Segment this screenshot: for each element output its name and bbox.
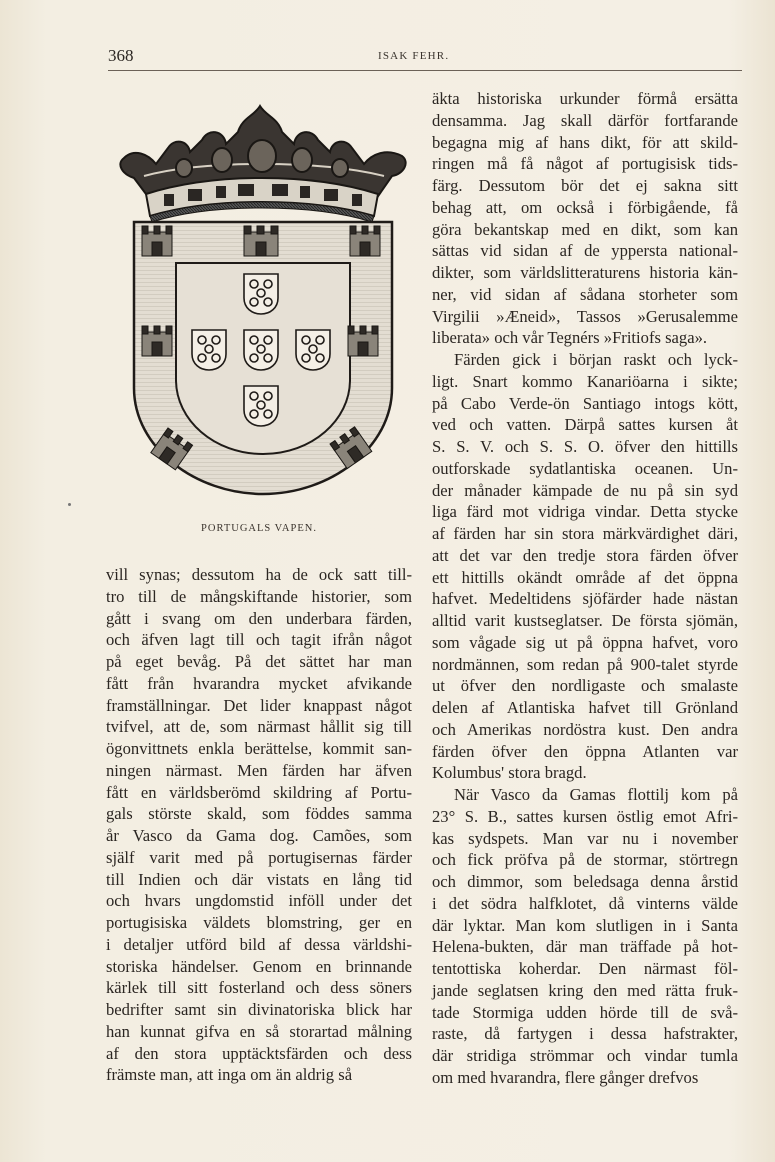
text-line: till Indien och där vistats en lång tid: [106, 869, 412, 889]
text-line: bedrifter samt sin divinatoriska blick har: [106, 1000, 412, 1019]
text-line: ved och vatten. Därpå sattes kursen åt: [432, 415, 738, 435]
text-line: sättas vid sidan af de yppersta national-: [432, 241, 738, 261]
text-line: alltid varit kustseglatser. De första sjömän,: [432, 611, 738, 630]
text-line: begagna mig af hans dikt, för att skild-: [432, 132, 738, 152]
text-line: i detaljer utförd bild af dessa världshi-: [106, 934, 412, 954]
text-line: Virgilii »Æneid», Tassos »Gerusalemme: [432, 306, 738, 326]
text-line: och hvars ungdomstid inföll under det: [106, 891, 412, 911]
text-line: S. S. V. och S. S. O. öfver den hittills: [432, 437, 738, 456]
text-line: och fick pröfva på de stormar, störtregn: [432, 850, 738, 870]
text-line: dikter, som världslitteraturens historia kän-: [432, 263, 738, 282]
text-line: ligt. Snart kommo Kanariöarna i sikte;: [432, 371, 738, 391]
text-line: storiska händelser. Genom en brinnande: [106, 956, 412, 976]
text-line: portugisiska väldets blomstring, ger en: [106, 913, 412, 932]
text-line: främste man, att inga om än aldrig så: [106, 1065, 353, 1085]
text-column-left: [106, 564, 412, 1086]
text-line: tade Stormiga udden hörde till de svå-: [432, 1002, 738, 1022]
coat-of-arms-illustration: [104, 98, 422, 498]
print-mark: [68, 503, 71, 506]
text-line: göra bekantskap med en dikt, som kan: [432, 219, 738, 239]
text-line: ringen må få något af portugisisk tids-: [432, 154, 738, 174]
text-line: på Cabo Verde-ön Santiago intogs kött,: [432, 393, 738, 413]
text-line: år Vasco da Gama dog. Camões, som: [106, 826, 412, 845]
running-title: ISAK FEHR.: [378, 50, 450, 62]
text-column-right: [432, 88, 738, 1089]
text-line: 23° S. B., sattes kursen östlig emot Afri-: [432, 806, 738, 826]
text-line: ner, vid sidan af sådana storheter som: [432, 284, 738, 304]
text-line: där stridiga strömmar och vindar tumla: [432, 1046, 738, 1065]
text-line: att det var den tredje stora färden öfver: [432, 545, 738, 565]
text-line: Kolumbus' stora bragd.: [432, 763, 587, 783]
text-line: densamma. Jag skall därför fortfarande: [432, 110, 738, 130]
crown: [120, 106, 405, 222]
text-line: gals störste skald, som föddes samma: [106, 804, 412, 824]
text-line: der månader kämpade de nu på sin syd: [432, 480, 738, 500]
text-line: behag att, om också i förbigående, få: [432, 197, 738, 217]
text-line: och Amerikas nordöstra kust. Den andra: [432, 719, 738, 739]
running-head: [108, 46, 742, 71]
text-line: och dimmor, som beledsaga denna årstid: [432, 872, 738, 891]
text-line: vill synas; dessutom ha de ock satt till-: [106, 565, 412, 584]
text-line: af den stora upptäcktsfärden och dess: [106, 1043, 412, 1063]
text-line: raste, då fartygen i dessa hafstrakter,: [432, 1024, 738, 1044]
text-line: ögonvittnets enkla berättelse, kommit san-: [106, 739, 412, 758]
text-line: af färden har sin stora märkvärdighet däri,: [432, 524, 738, 543]
text-line: När Vasco da Gamas flottilj kom på: [454, 785, 738, 804]
text-line: och äfven lagt till och tagit ifrån något: [106, 630, 412, 650]
text-line: gått i svang om den underbara färden,: [106, 608, 412, 628]
text-line: Helena-bukten, där man träffade på hot-: [432, 937, 738, 957]
text-line: färden öfver den öppna Atlanten var: [432, 741, 738, 761]
text-line: ningen närmast. Men färden har äfven: [106, 760, 412, 780]
text-line: där lyktar. Man kom slutligen in i Santa: [432, 915, 738, 935]
text-line: tentottiska koherdar. Den närmast föl-: [432, 959, 738, 978]
text-line: framställningar. Det lider knappast något: [106, 695, 412, 715]
text-line: outforskade sydatlantiska oceanen. Un-: [432, 458, 738, 478]
text-line: färg. Dessutom bör det ej sakna sitt: [432, 176, 738, 195]
text-line: i det södra halfklotet, då vinterns välde: [432, 893, 738, 913]
text-line: själf varit med på portugisernas färder: [106, 847, 412, 867]
text-line: ett hittills okändt område af det öppna: [432, 567, 738, 587]
text-line: som vågade sig ut på öppna hafvet, voro: [432, 632, 738, 652]
text-line: nordmännen, som redan på 900-talet styrde: [432, 654, 738, 674]
text-line: kas sydspets. Man var nu i november: [432, 828, 738, 848]
text-line: hafvet. Medeltidens sjöfärder hade nästan: [432, 589, 738, 609]
text-line: Färden gick i början raskt och lyck-: [454, 350, 738, 369]
text-line: fått från hvarandra mycket afvikande: [106, 673, 412, 693]
text-line: liga färd mot vidriga vindar. Detta stycke: [432, 502, 738, 522]
text-line: delen af Atlantiska hafvet till Grönland: [432, 698, 738, 717]
text-line: ut öfver den nordligaste och smalaste: [432, 676, 738, 696]
text-line: liberata» och vår Tegnérs »Fritiofs saga».: [432, 328, 708, 348]
figure-caption: PORTUGALS VAPEN.: [201, 523, 317, 534]
text-line: fått en världsberömd skildring af Portu-: [106, 782, 412, 802]
text-line: tro till de mångskiftande historier, som: [106, 586, 412, 606]
text-line: om med hvarandra, flere gånger drefvos: [432, 1067, 699, 1087]
text-line: jande seglatsen kring den med rätta fruk-: [432, 980, 738, 1000]
page-number: 368: [108, 46, 134, 65]
text-line: på eget bevåg. På det sättet har man: [106, 652, 412, 671]
text-line: han kunnat gifva en så storartad målning: [106, 1021, 412, 1041]
text-line: äkta historiska urkunder förmå ersätta: [432, 89, 738, 108]
text-line: tvifvel, att de, som närmast hållit sig till: [106, 717, 412, 737]
text-line: kärlek till sitt fosterland och dess söners: [106, 978, 412, 998]
